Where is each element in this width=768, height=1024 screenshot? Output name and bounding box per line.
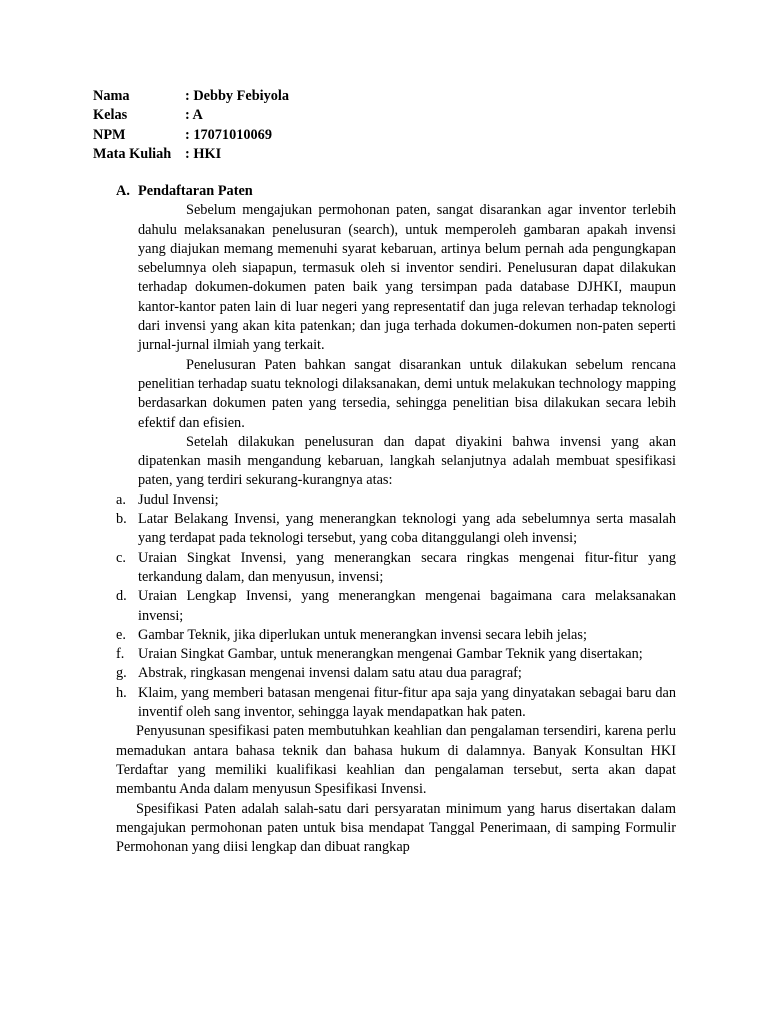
list-marker: e. bbox=[116, 626, 126, 643]
specification-list bbox=[116, 491, 676, 723]
list-marker: c. bbox=[116, 549, 126, 566]
section-content bbox=[116, 201, 676, 722]
student-info-header bbox=[93, 87, 493, 164]
list-text: Uraian Singkat Gambar, untuk menerangkan mengenai Gambar Teknik yang disertakan; bbox=[138, 646, 643, 663]
header-row-kelas bbox=[93, 106, 493, 125]
header-value: : HKI bbox=[185, 145, 222, 162]
header-value: : 17071010069 bbox=[185, 126, 272, 143]
list-text: Abstrak, ringkasan mengenai invensi dalam satu atau dua paragraf; bbox=[138, 665, 522, 682]
header-label: NPM bbox=[93, 126, 126, 143]
list-item bbox=[116, 645, 676, 664]
list-item bbox=[116, 549, 676, 588]
document-body bbox=[116, 182, 676, 857]
list-marker: d. bbox=[116, 588, 127, 605]
list-item bbox=[116, 684, 676, 723]
list-item bbox=[116, 510, 676, 549]
header-label: Mata Kuliah bbox=[93, 145, 172, 162]
list-text: Klaim, yang memberi batasan mengenai fitur-fitur apa saja yang dinyatakan sebagai baru dan inventif oleh sang inventor, sehingga layak mendapatkan hak paten. bbox=[138, 684, 676, 721]
section-title: Pendaftaran Paten bbox=[138, 183, 253, 199]
header-label: Nama bbox=[93, 88, 130, 104]
list-text: Uraian Lengkap Invensi, yang menerangkan mengenai bagaimana cara melaksanakan invensi; bbox=[138, 588, 676, 624]
header-row-mata-kuliah bbox=[93, 145, 493, 164]
paragraph: Sebelum mengajukan permohonan paten, sangat disarankan agar inventor terlebih dahulu melaksanakan penelusuran (search), untuk memperoleh gambaran apakah invensi yang diajukan memang memenuhi syarat kebaruan, artinya belum pernah ada pengungkapan sebelumnya oleh siapapun, termasuk oleh si inventor sendiri. Penelusuran dapat dilakukan terhadap dokumen-dokumen paten baik yang tersimpan pada database DJHKI, maupun kantor-kantor paten lain di luar negeri yang representatif dan juga relevan terhadap teknologi dari invensi yang akan kita patenkan; dan juga terhada dokumen-dokumen non-paten seperti jurnal-jurnal ilmiah yang terkait. bbox=[138, 202, 676, 354]
header-row-npm bbox=[93, 126, 493, 145]
list-text: Judul Invensi; bbox=[138, 491, 219, 508]
paragraph: Setelah dilakukan penelusuran dan dapat diyakini bahwa invensi yang akan dipatenkan masih mengandung kebaruan, langkah selanjutnya adalah membuat spesifikasi paten, yang terdiri sekurang-kurangnya atas: bbox=[138, 433, 676, 489]
list-item bbox=[116, 491, 676, 510]
list-item bbox=[116, 587, 676, 626]
list-marker: h. bbox=[116, 684, 127, 701]
list-item bbox=[116, 626, 676, 645]
header-value: : Debby Febiyola bbox=[185, 88, 290, 104]
list-marker: g. bbox=[116, 665, 127, 682]
paragraph: Penelusuran Paten bahkan sangat disarankan untuk dilakukan sebelum rencana penelitian terhadap suatu teknologi dilaksanakan, demi untuk melakukan technology mapping berdasarkan dokumen paten yang tersedia, sehingga penelitian bisa dilakukan secara lebih efektif dan efisien. bbox=[138, 356, 676, 431]
header-value: : A bbox=[185, 107, 203, 124]
header-row-nama bbox=[93, 87, 493, 106]
list-marker: f. bbox=[116, 646, 125, 663]
paragraph: Spesifikasi Paten adalah salah-satu dari persyaratan minimum yang harus disertakan dalam mengajukan permohonan paten untuk bisa mendapat Tanggal Penerimaan, di samping Formulir Permohonan yang diisi lengkap dan dibuat rangkap bbox=[116, 800, 676, 856]
list-marker: a. bbox=[116, 491, 126, 508]
list-item bbox=[116, 664, 676, 683]
paragraph: Penyusunan spesifikasi paten membutuhkan keahlian dan pengalaman tersendiri, karena perlu memadukan antara bahasa teknik dan bahasa hukum di dalamnya. Banyak Konsultan HKI Terdaftar yang memiliki kualifikasi keahlian dan pengalaman tersebut, serta akan dapat membantu Anda dalam menyusun Spesifikasi Invensi. bbox=[116, 723, 676, 798]
header-label: Kelas bbox=[93, 107, 128, 124]
list-text: Uraian Singkat Invensi, yang menerangkan secara ringkas mengenai fitur-fitur yang terkandung dalam, dan menyusun, invensi; bbox=[138, 549, 676, 585]
list-text: Gambar Teknik, jika diperlukan untuk menerangkan invensi secara lebih jelas; bbox=[138, 626, 587, 643]
section-letter: A. bbox=[116, 183, 130, 199]
section-heading bbox=[116, 182, 676, 201]
section-content-after bbox=[116, 722, 676, 857]
list-marker: b. bbox=[116, 511, 127, 528]
list-text: Latar Belakang Invensi, yang menerangkan teknologi yang ada sebelumnya serta masalah yang terdapat pada teknologi tersebut, yang coba ditanggulangi oleh invensi; bbox=[138, 511, 676, 547]
